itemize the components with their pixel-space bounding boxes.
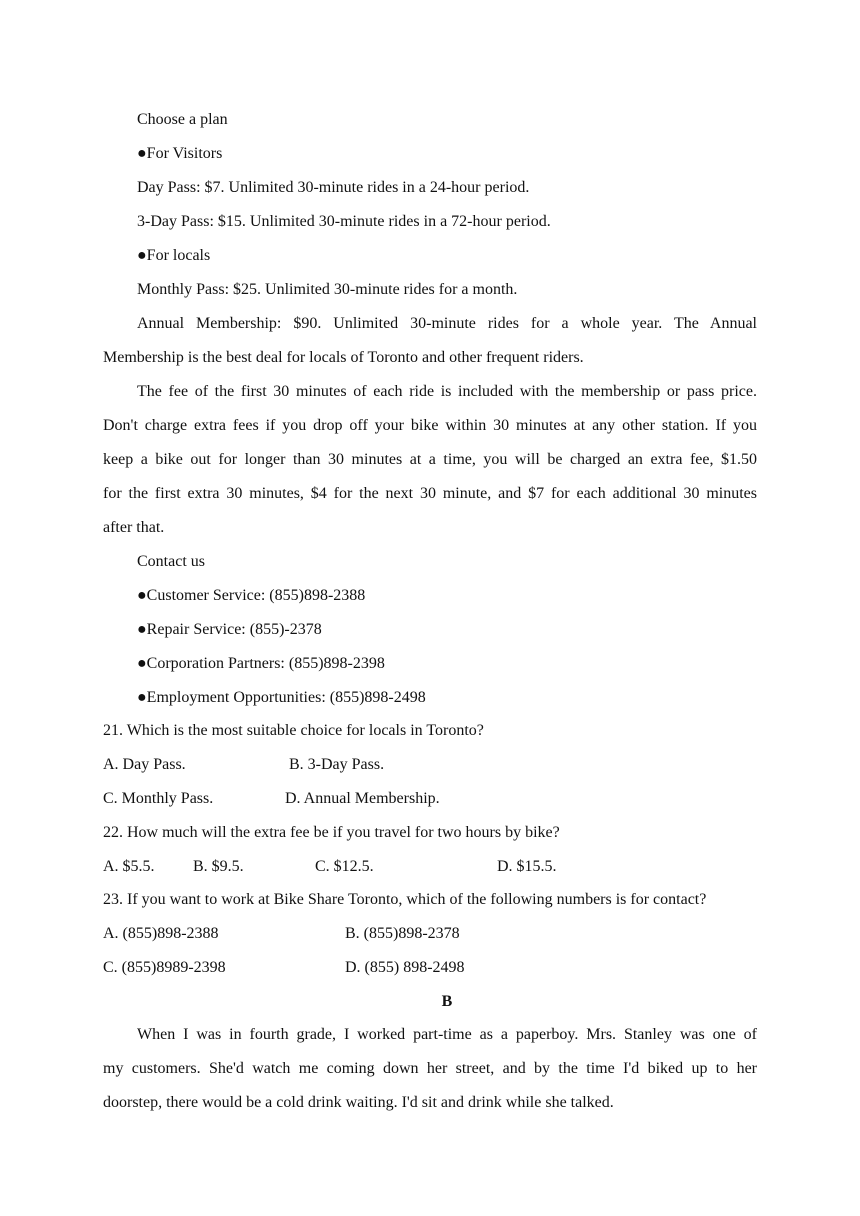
section-b-line-2: my customers. She'd watch me coming down her street, and by the time I'd biked up to her [103, 1060, 757, 1077]
annual-membership-line-2: Membership is the best deal for locals of Toronto and other frequent riders. [103, 349, 584, 366]
section-b-label: B [441, 993, 453, 1010]
question-21-stem: 21. Which is the most suitable choice for locals in Toronto? [103, 722, 484, 739]
question-23-option-d: D. (855) 898-2498 [345, 959, 465, 976]
annual-membership-line-1: Annual Membership: $90. Unlimited 30-minute rides for a whole year. The Annual [137, 315, 757, 332]
question-23-option-a: A. (855)898-2388 [103, 925, 219, 942]
fee-line-3: keep a bike out for longer than 30 minutes at a time, you will be charged an extra fee, $1.50 [103, 451, 757, 468]
monthly-pass-text: Monthly Pass: $25. Unlimited 30-minute rides for a month. [137, 281, 518, 298]
section-b-line-1: When I was in fourth grade, I worked part-time as a paperboy. Mrs. Stanley was one of [137, 1026, 757, 1043]
question-21-option-a: A. Day Pass. [103, 756, 186, 773]
contact-item-customer-service: ●Customer Service: (855)898-2388 [137, 587, 366, 604]
contact-item-employment: ●Employment Opportunities: (855)898-2498 [137, 689, 426, 706]
locals-heading: ●For locals [137, 247, 211, 264]
fee-line-2: Don't charge extra fees if you drop off your bike within 30 minutes at any other station. If you [103, 417, 757, 434]
question-22-option-c: C. $12.5. [315, 858, 374, 875]
section-b-line-3: doorstep, there would be a cold drink waiting. I'd sit and drink while she talked. [103, 1094, 614, 1111]
visitors-heading: ●For Visitors [137, 145, 223, 162]
question-22-option-a: A. $5.5. [103, 858, 155, 875]
question-21-option-c: C. Monthly Pass. [103, 790, 214, 807]
question-22-stem: 22. How much will the extra fee be if you travel for two hours by bike? [103, 824, 560, 841]
question-21-option-d: D. Annual Membership. [285, 790, 440, 807]
question-21-option-b: B. 3-Day Pass. [289, 756, 385, 773]
fee-line-5: after that. [103, 519, 165, 536]
contact-item-repair-service: ●Repair Service: (855)-2378 [137, 621, 322, 638]
plans-heading: Choose a plan [137, 111, 228, 128]
question-23-option-c: C. (855)8989-2398 [103, 959, 226, 976]
fee-line-4: for the first extra 30 minutes, $4 for the next 30 minute, and $7 for each additional 30 minutes [103, 485, 757, 502]
contact-heading: Contact us [137, 553, 205, 570]
question-22-option-d: D. $15.5. [497, 858, 557, 875]
contact-item-corporation-partners: ●Corporation Partners: (855)898-2398 [137, 655, 385, 672]
three-day-pass-text: 3-Day Pass: $15. Unlimited 30-minute rides in a 72-hour period. [137, 213, 551, 230]
question-23-stem: 23. If you want to work at Bike Share Toronto, which of the following numbers is for contact? [103, 891, 707, 908]
day-pass-text: Day Pass: $7. Unlimited 30-minute rides in a 24-hour period. [137, 179, 530, 196]
question-23-option-b: B. (855)898-2378 [345, 925, 460, 942]
question-22-option-b: B. $9.5. [193, 858, 244, 875]
fee-line-1: The fee of the first 30 minutes of each ride is included with the membership or pass price. [137, 383, 757, 400]
